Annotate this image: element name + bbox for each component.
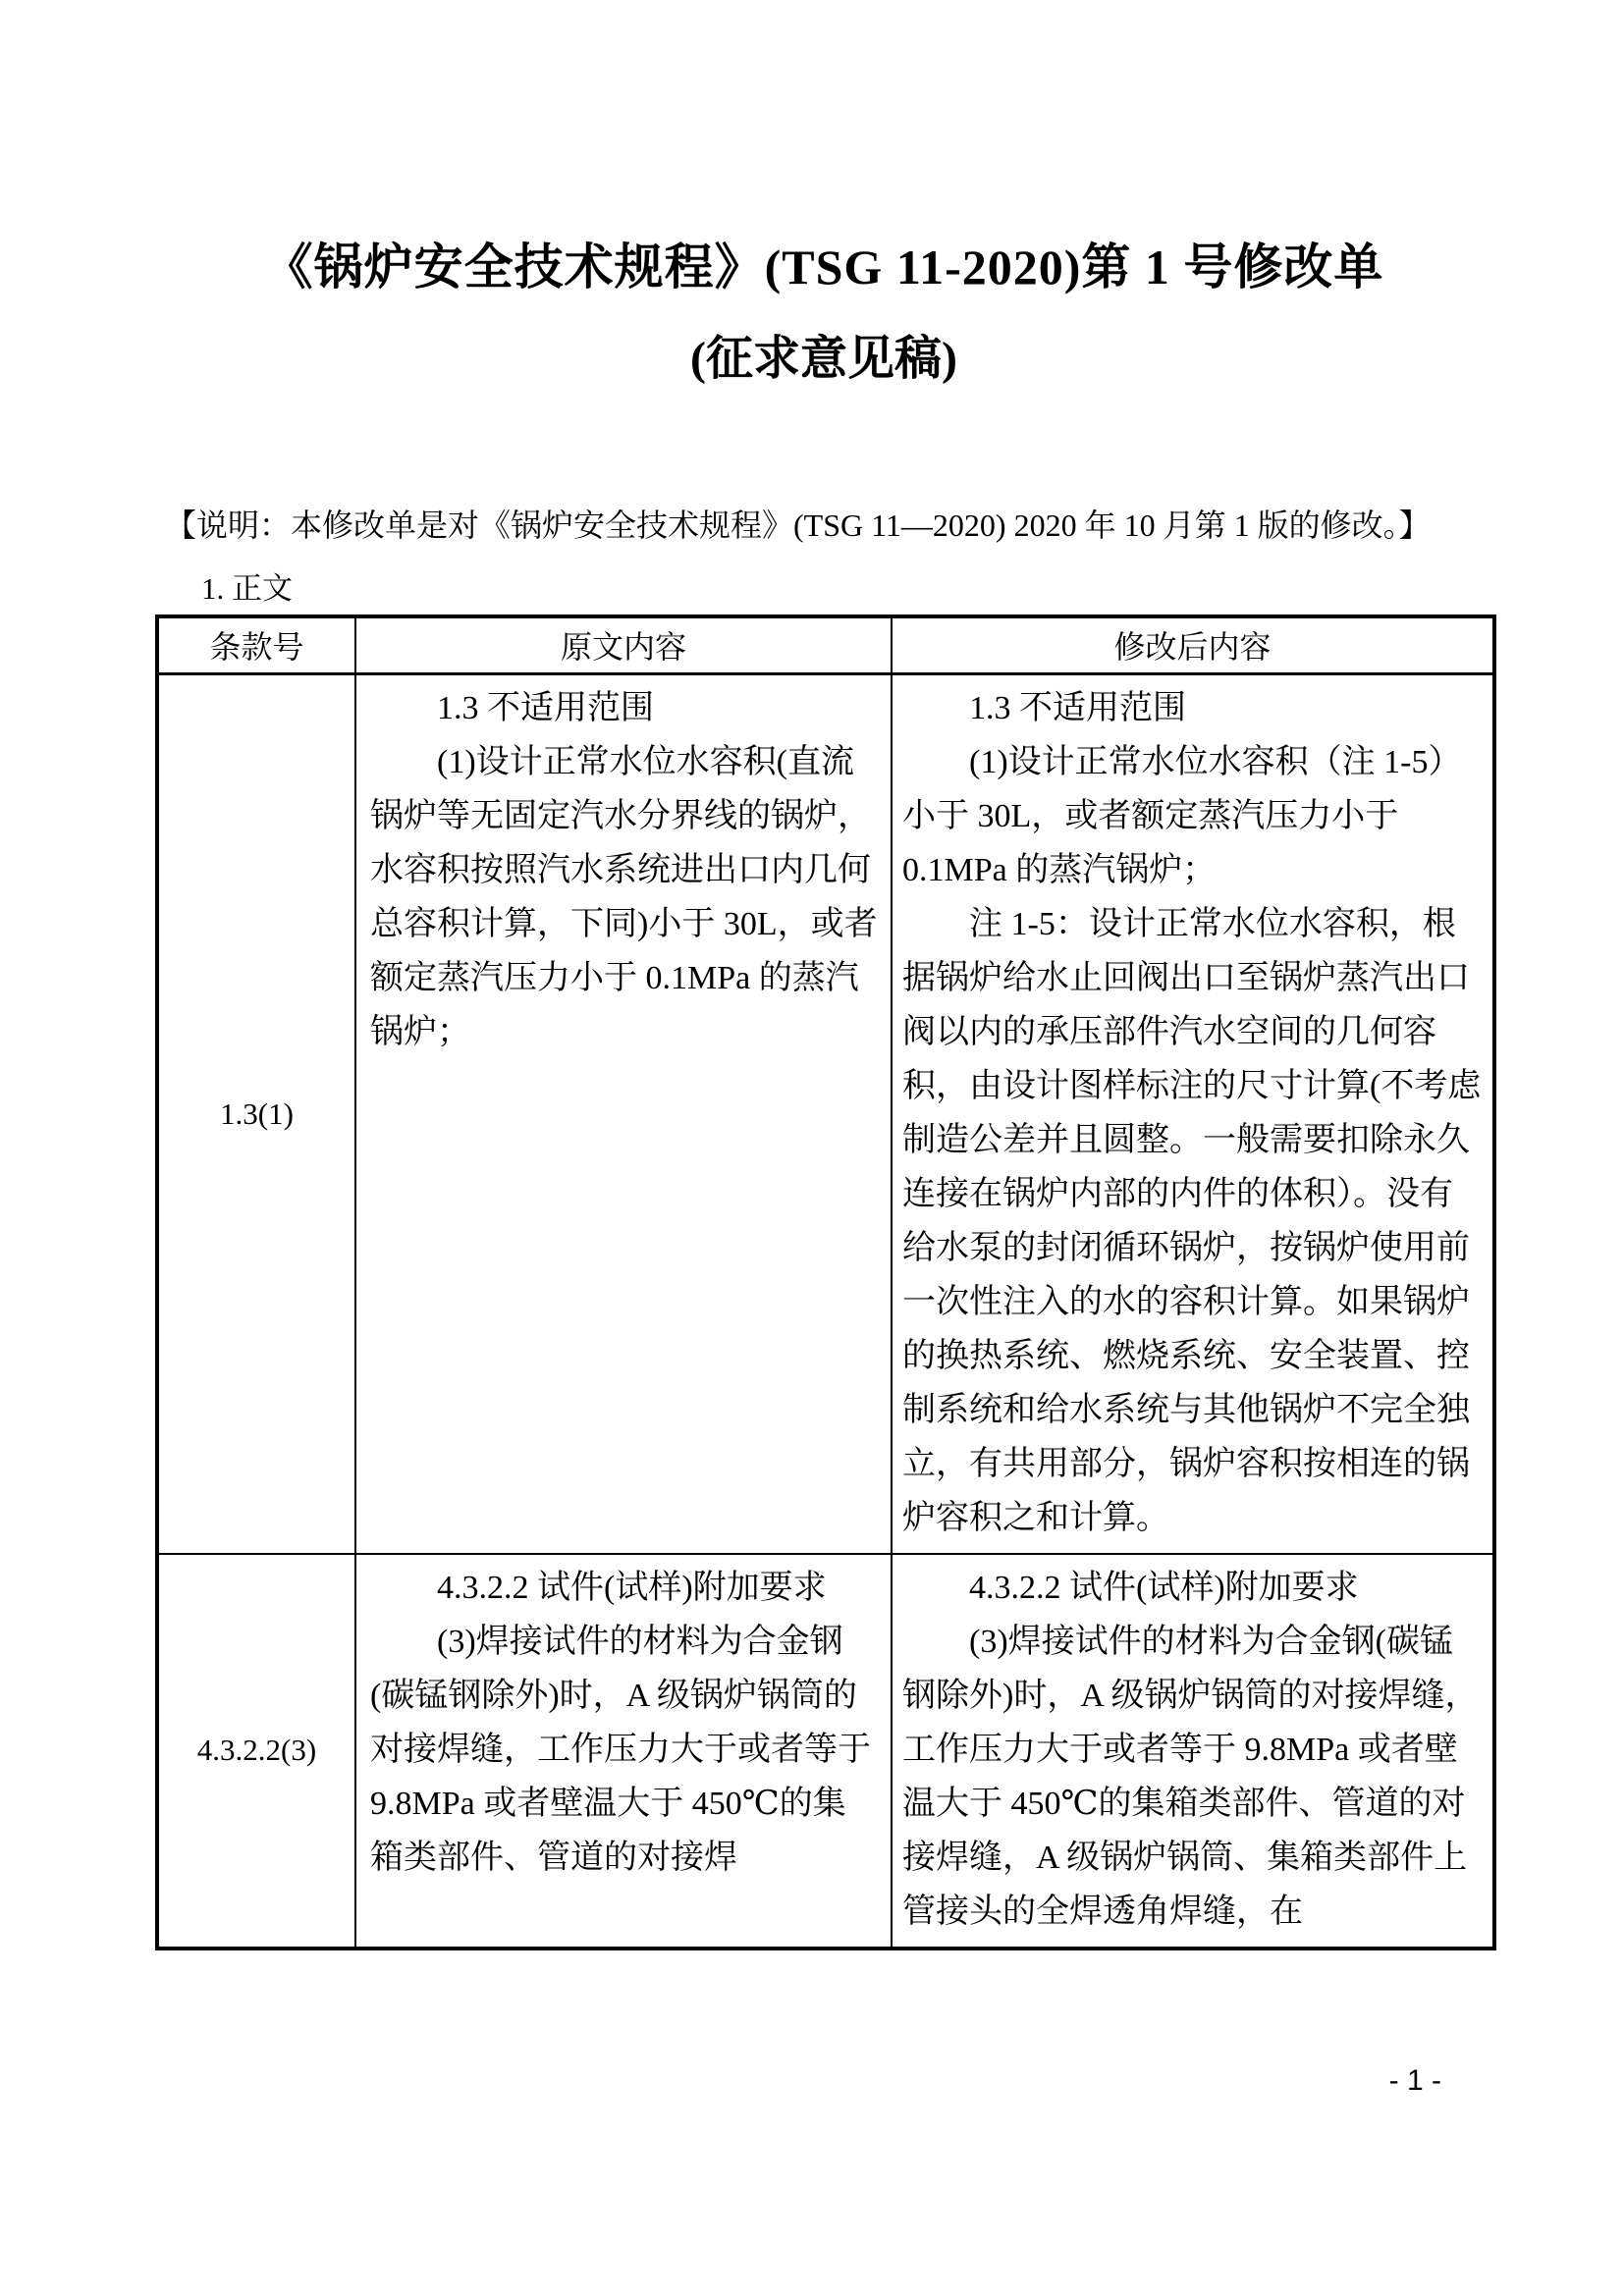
original-content-cell (355, 1554, 892, 1949)
revision-table-header (157, 616, 1494, 673)
page-number: - 1 - (1388, 2064, 1441, 2097)
cell-paragraph: 1.3 不适用范围 (969, 689, 1186, 726)
revision-table-body (157, 673, 1494, 1949)
clause-number-cell (157, 673, 355, 1554)
cell-paragraph: 1.3 不适用范围 (437, 689, 654, 726)
explanation-note: 【说明：本修改单是对《锅炉安全技术规程》(TSG 11—2020) 2020 年 10 月第 1 版的修改。】 (165, 507, 1431, 543)
table-row (157, 1554, 1494, 1949)
document-title: 《锅炉安全技术规程》(TSG 11-2020)第 1 号修改单 (263, 240, 1384, 294)
clause-number: 1.3(1) (220, 1095, 294, 1131)
cell-paragraph: (1)设计正常水位水容积（注 1-5）小于 30L，或者额定蒸汽压力小于 0.1MPa 的蒸汽锅炉； (902, 743, 1462, 888)
cell-paragraph: (3)焊接试件的材料为合金钢(碳锰钢除外)时，A 级锅炉锅筒的对接焊缝，工作压力大于或者等于 9.8MPa 或者壁温大于 450℃的集箱类部件、管道的对接焊缝，A 级锅炉锅筒、集箱类部件上管接头的全焊透角焊缝，在 (902, 1623, 1479, 1930)
column-header-original: 原文内容 (355, 616, 892, 673)
revised-content-cell (892, 673, 1494, 1554)
header-row (157, 616, 1494, 673)
cell-paragraph: 4.3.2.2 试件(试样)附加要求 (437, 1569, 827, 1606)
table-row (157, 673, 1494, 1554)
cell-paragraph: 4.3.2.2 试件(试样)附加要求 (969, 1569, 1359, 1606)
revision-table (155, 614, 1496, 1950)
original-content-cell (355, 673, 892, 1554)
cell-paragraph: (3)焊接试件的材料为合金钢(碳锰钢除外)时，A 级锅炉锅筒的对接焊缝，工作压力大于或者等于 9.8MPa 或者壁温大于 450℃的集箱类部件、管道的对接焊 (370, 1623, 871, 1876)
cell-paragraph: (1)设计正常水位水容积(直流锅炉等无固定汽水分界线的锅炉，水容积按照汽水系统进出口内几何总容积计算，下同)小于 30L，或者额定蒸汽压力小于 0.1MPa 的蒸汽锅炉； (370, 743, 878, 1050)
column-header-clause: 条款号 (157, 616, 355, 673)
section-heading: 1. 正文 (201, 571, 293, 606)
cell-paragraph: 注 1-5：设计正常水位水容积，根据锅炉给水止回阀出口至锅炉蒸汽出口阀以内的承压部件汽水空间的几何容积，由设计图样标注的尺寸计算(不考虑制造公差并且圆整。一般需要扣除永久连接在锅炉内部的内件的体积）。没有给水泵的封闭循环锅炉，按锅炉使用前一次性注入的水的容积计算。如果锅炉的换热系统、燃烧系统、安全装置、控制系统和给水系统与其他锅炉不完全独立，有共用部分，锅炉容积按相连的锅炉容积之和计算。 (902, 905, 1482, 1536)
revised-content-cell (892, 1554, 1494, 1949)
clause-number-cell (157, 1554, 355, 1949)
document-subtitle: (征求意见稿) (690, 333, 957, 385)
column-header-revised: 修改后内容 (892, 616, 1494, 673)
clause-number: 4.3.2.2(3) (196, 1733, 317, 1767)
